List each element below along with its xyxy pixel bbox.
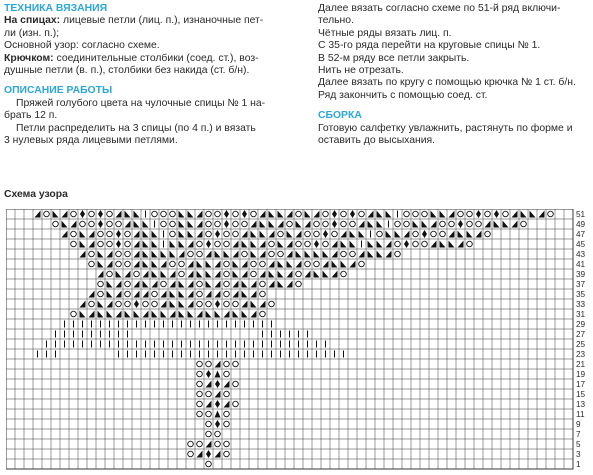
line: В 52-м ряду все петли закрыть. <box>318 52 470 64</box>
line: Петли распределить на 3 спицы (по 4 п.) и вязать <box>16 122 256 134</box>
line: душные петли (в. п.), столбики без накида (ст. б/н). <box>4 65 250 77</box>
row-label: 39 <box>576 270 586 280</box>
heading-assembly: СБОРКА <box>318 110 362 122</box>
schema-title: Схема узора <box>4 189 68 200</box>
heading-description: ОПИСАНИЕ РАБОТЫ <box>4 85 113 97</box>
row-label: 43 <box>576 250 586 260</box>
line: тельно. <box>318 15 354 27</box>
line: Нить не отрезать. <box>318 65 404 77</box>
line <box>4 15 294 27</box>
line <box>4 53 294 65</box>
line: брать 12 п. <box>4 110 58 122</box>
right-column <box>318 3 590 147</box>
row-label: 1 <box>576 460 581 470</box>
row-label: 33 <box>576 300 586 310</box>
row-label: 45 <box>576 240 586 250</box>
line: ли (изн. п.); <box>4 27 60 39</box>
row-label: 7 <box>576 430 581 440</box>
line: 3 нулевых ряда лицевыми петлями. <box>4 135 178 147</box>
label-hook: Крючком: <box>4 52 54 64</box>
row-label: 11 <box>576 410 585 420</box>
left-column <box>4 3 294 147</box>
line: Далее вязать по кругу с помощью крючка № 1 ст. б/н. <box>318 77 576 89</box>
row-label: 17 <box>576 380 586 390</box>
row-label: 41 <box>576 260 586 270</box>
line: С 35-го ряда перейти на круговые спицы № 1. <box>318 40 541 52</box>
row-label: 25 <box>576 340 586 350</box>
row-label: 31 <box>576 310 586 320</box>
line: оставить до высыхания. <box>318 135 436 147</box>
line: Готовую салфетку увлажнить, растянуть по форме и <box>318 122 573 134</box>
row-label: 15 <box>576 390 586 400</box>
row-label: 29 <box>576 320 586 330</box>
row-label: 21 <box>576 360 586 370</box>
line: Далее вязать согласно схеме по 51-й ряд включи- <box>318 3 561 14</box>
line: Ряд закончить с помощью соед. ст. <box>318 89 488 101</box>
row-label: 37 <box>576 280 586 290</box>
row-label: 47 <box>576 230 586 240</box>
row-label: 9 <box>576 420 581 430</box>
row-label: 13 <box>576 400 586 410</box>
row-label: 51 <box>576 210 586 220</box>
line: Пряжей голубого цвета на чулочные спицы № 1 на- <box>16 97 266 109</box>
label-needles: На спицах: <box>4 15 61 27</box>
row-label: 49 <box>576 220 586 230</box>
row-label: 3 <box>576 450 581 460</box>
heading-technique: ТЕХНИКА ВЯЗАНИЯ <box>4 3 108 14</box>
line: Чётные ряды вязать лиц. п. <box>318 27 452 39</box>
row-label: 35 <box>576 290 586 300</box>
text: соединительные столбики (соед. ст.), воз- <box>53 52 259 64</box>
knitting-chart <box>6 209 588 471</box>
row-label: 5 <box>576 440 581 450</box>
row-label: 27 <box>576 330 586 340</box>
line: Основной узор: согласно схеме. <box>4 40 160 52</box>
row-label: 23 <box>576 350 586 360</box>
row-label: 19 <box>576 370 586 380</box>
text: лицевые петли (лиц. п.), изнаночные пет- <box>60 15 264 27</box>
